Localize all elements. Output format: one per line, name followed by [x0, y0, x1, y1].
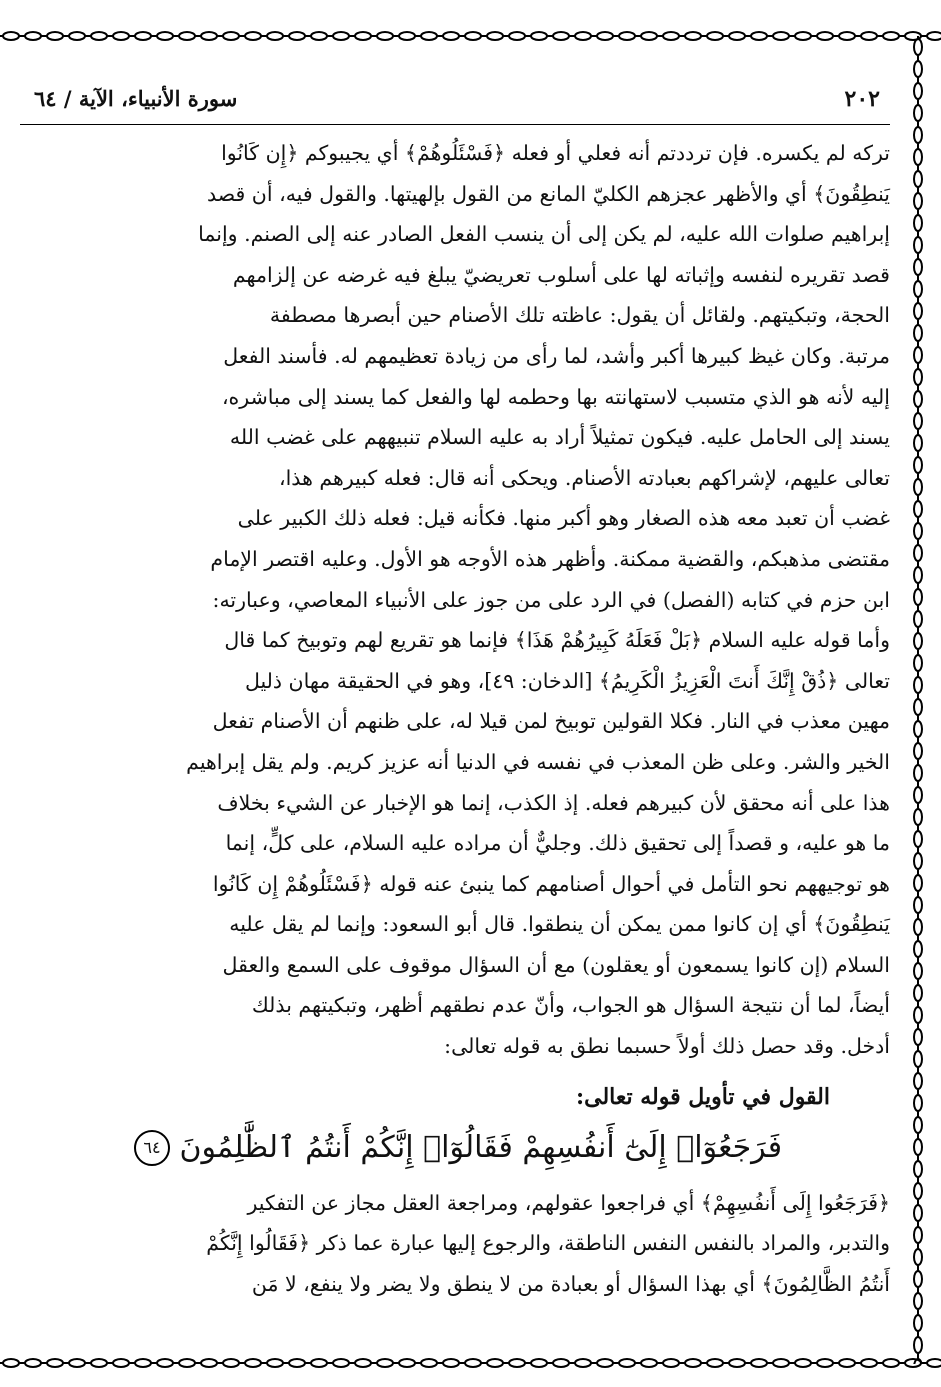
quran-verse — [20, 1119, 890, 1177]
text-line: تعالى ﴿ذُقْ إِنَّكَ أَنتَ الْعَزِيزُ الْكَرِيمُ﴾ [الدخان: ٤٩]، وهو في الحقيقة مهان ذليل — [244, 668, 890, 693]
page-number: ٢٠٢ — [844, 86, 880, 112]
commentary-text — [20, 133, 890, 1067]
text-line: هذا على أنه محقق لأن كبيرهم فعله. إذ الكذب، إنما هو الإخبار عن الشيء بخلاف — [217, 790, 890, 815]
text-line: أَنتُمُ الظَّالِمُونَ﴾ أي بهذا السؤال أو بعبادة من لا ينطق ولا يضر ولا ينفع، لا مَن — [251, 1271, 890, 1296]
page-body — [20, 70, 890, 1304]
page-header — [20, 70, 890, 125]
text-line: مهين معذب في النار. فكلا القولين توبيخ لمن قيلا له، على ظنهم أن الأصنام تفعل — [212, 709, 890, 734]
commentary-text-continued — [20, 1183, 890, 1305]
running-title: سورة الأنبياء، الآية / ٦٤ — [34, 86, 238, 111]
text-line: مرتبة. وكان غيظ كبيرها أكبر وأشد، لما رأى من زيادة تعظيمهم له. فأسند الفعل — [223, 343, 890, 368]
text-line: قصد تقريره لنفسه وإثباته لها على أسلوب تعريضيّ يبلغ فيه غرضه عن إلزامهم — [232, 262, 890, 287]
text-line: يَنطِقُونَ﴾ أي إن كانوا ممن يمكن أن ينطقوا. قال أبو السعود: وإنما لم يقل عليه — [229, 912, 890, 937]
text-line: تعالى عليهم، لإشراكهم بعبادته الأصنام. ويحكى أنه قال: فعله كبيرهم هذا، — [279, 465, 890, 490]
verse-text: فَرَجَعُوٓا۟ إِلَىٰٓ أَنفُسِهِمْ فَقَالُوٓا۟ إِنَّكُمْ أَنتُمُ ٱلظَّٰلِمُونَ — [179, 1129, 783, 1165]
bottom-ornamental-border — [0, 1355, 941, 1371]
text-line: والتدبر، والمراد بالنفس النفس الناطقة، والرجوع إليها عبارة عما ذكر ﴿فَقَالُوا إِنَّكُمْ — [206, 1231, 890, 1256]
text-line: غضب أن تعبد معه هذه الصغار وهو أكبر منها. فكأنه قيل: فعله ذلك الكبير على — [237, 506, 890, 531]
text-line: وأما قوله عليه السلام ﴿بَلْ فَعَلَهُ كَبِيرُهُمْ هَذَا﴾ فإنما هو تقريع لهم وتوبيخ كما قال — [224, 628, 890, 653]
text-line: يسند إلى الحامل عليه. فيكون تمثيلاً أراد به عليه السلام تنبيههم على غضب الله — [229, 425, 890, 450]
text-line: مقتضى مذهبكم، والقضية ممكنة. وأظهر هذه الأوجه هو الأول. وعليه اقتصر الإمام — [210, 546, 890, 571]
top-ornamental-border — [0, 28, 941, 44]
text-line: إليه لأنه هو الذي متسبب لاستهانته بها وحطمه لها والفعل كما يسند إلى مباشره، — [221, 384, 890, 409]
section-heading: القول في تأويل قوله تعالى: — [576, 1083, 830, 1110]
text-line: تركه لم يكسره. فإن ترددتم أنه فعلي أو فعله ﴿فَسْئَلُوهُمْ﴾ أي يجيبوكم ﴿إِن كَانُوا — [221, 141, 890, 165]
text-line: هو توجيههم نحو التأمل في أحوال أصنامهم كما ينبئ عنه قوله ﴿فَسْئَلُوهُمْ إِن كَانُوا — [212, 871, 890, 896]
text-line: ما هو عليه، و قصداً إلى تحقيق ذلك. وجليٌّ أن مراده عليه السلام، على كلٍّ، إنما — [225, 831, 890, 856]
text-line: يَنطِقُونَ﴾ أي والأظهر عجزهم الكليّ المانع من القول بإلهيتها. والقول فيه، أن قصد — [206, 181, 890, 206]
text-line: السلام (إن كانوا يسمعون أو يعقلون) مع أن السؤال موقوف على السمع والعقل — [222, 952, 890, 977]
verse-number-medallion: ٦٤ — [134, 1130, 170, 1166]
text-line: ﴿فَرَجَعُوا إِلَى أَنفُسِهِمْ﴾ أي فراجعوا عقولهم، ومراجعة العقل مجاز عن التفكير — [247, 1190, 890, 1215]
text-line: أدخل. وقد حصل ذلك أولاً حسبما نطق به قوله تعالى: — [444, 1034, 890, 1059]
text-line: الحجة، وتبكيتهم. ولقائل أن يقول: عاظته تلك الأصنام حين أبصرها مصطفة — [269, 303, 890, 328]
text-line: أيضاً، لما أن نتيجة السؤال هو الجواب، وأنّ عدم نطقهم أظهر، وتبكيتهم بذلك — [251, 993, 890, 1018]
text-line: الخير والشر. وعلى ظن المعذب في نفسه في الدنيا أنه عزيز كريم. ولم يقل إبراهيم — [186, 749, 890, 774]
text-line: إبراهيم صلوات الله عليه، لم يكن إلى أن ينسب الفعل الصادر عنه إلى الصنم. وإنما — [198, 222, 890, 247]
text-line: ابن حزم في كتابه (الفصل) في الرد على من جوز على الأنبياء المعاصي، وعبارته: — [212, 587, 890, 612]
right-ornamental-border — [910, 36, 926, 1364]
